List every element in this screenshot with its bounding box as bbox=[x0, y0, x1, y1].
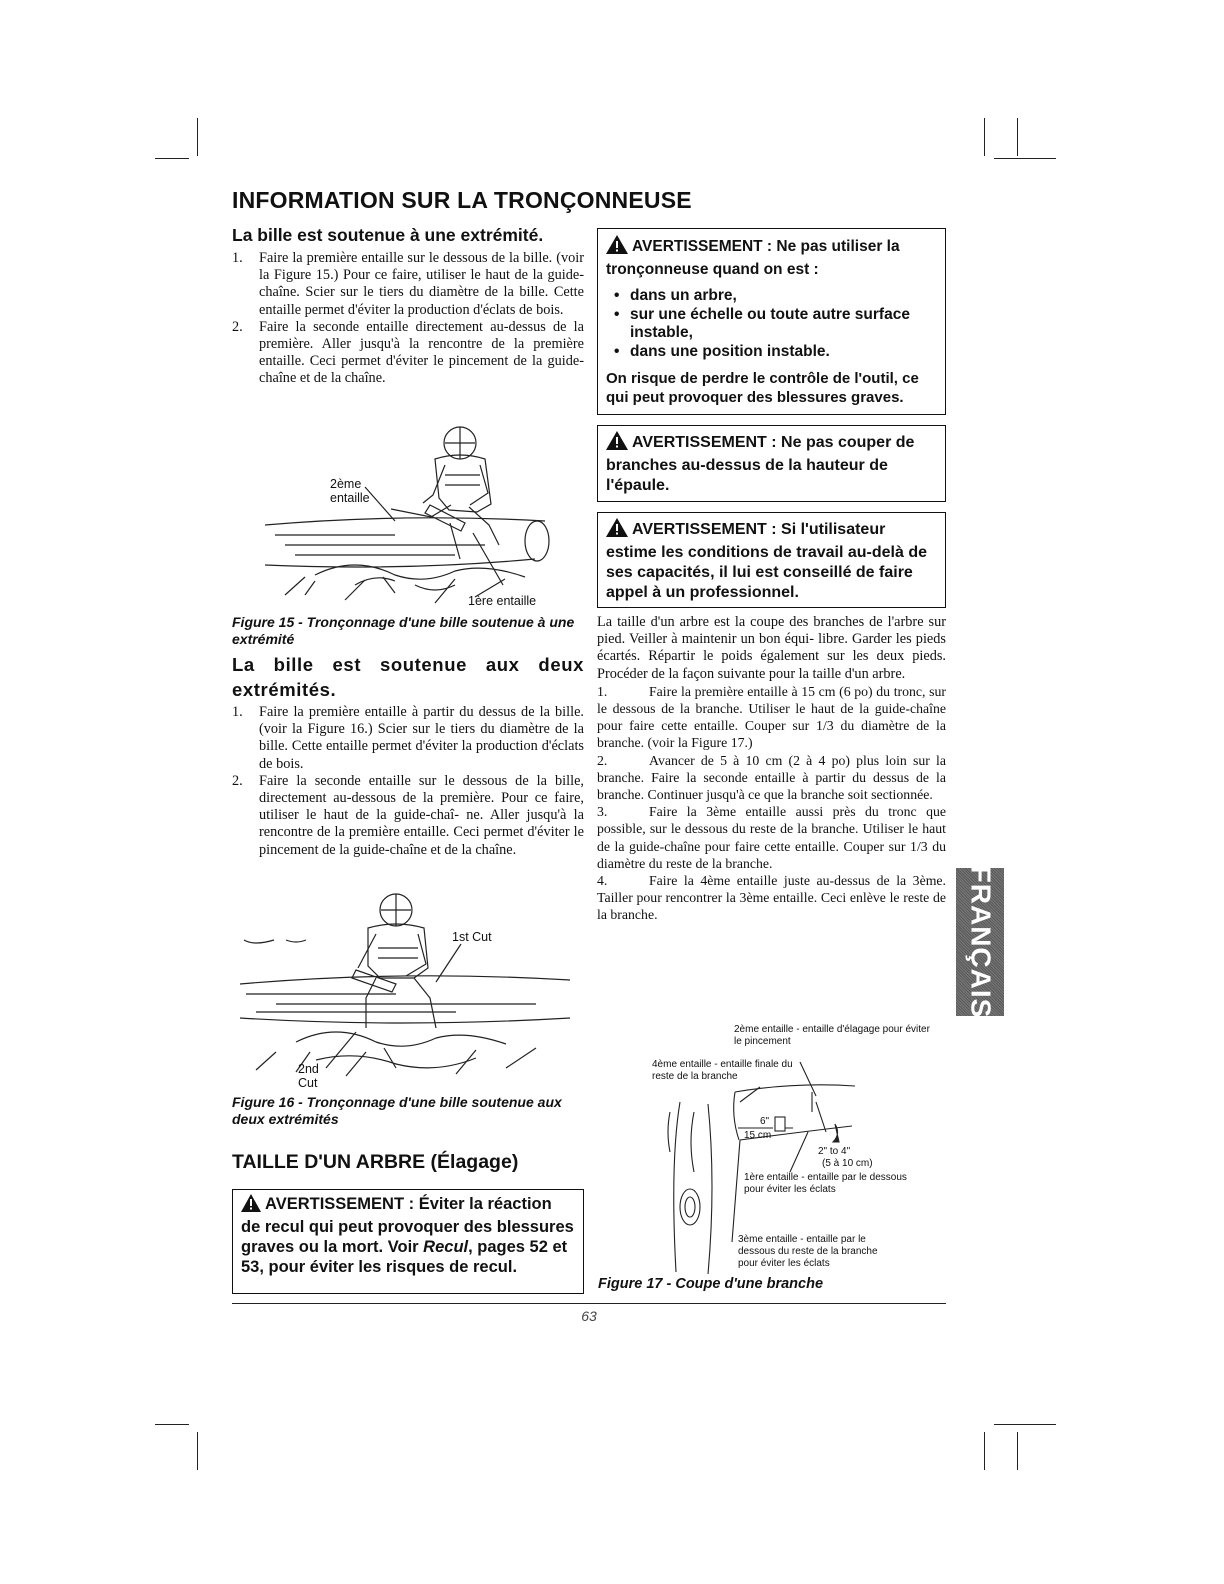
warning-icon bbox=[241, 1194, 261, 1217]
figure-16-label-first: 1st Cut bbox=[452, 930, 492, 944]
crop-mark bbox=[155, 158, 189, 159]
crop-mark bbox=[197, 1432, 198, 1470]
list-item: 4. Faire la 4ème entaille juste au-dessus de la 3ème. Tailler pour rencontrer la 3ème entaille. Ceci enlève le reste de la branche. bbox=[597, 873, 946, 923]
list-item: 1. Faire la première entaille à partir du dessus de la bille. (voir la Figure 16.) Scier sur le tiers du diamètre de la bille. Cette entaille permet d'éviter la production d'éclats de bois. bbox=[232, 704, 584, 772]
warning-icon bbox=[606, 235, 628, 260]
language-tab: FRANÇAIS bbox=[956, 868, 1004, 1016]
left-column bbox=[232, 224, 584, 388]
page-number: 63 bbox=[581, 1308, 597, 1324]
list-item: 1. Faire la première entaille à 15 cm (6 po) du tronc, sur le dessous de la branche. Utiliser le haut de la guide-chaîne pour faire cette entaille. Couper sur 1/3 du diamètre de la branche. (voir la Figure 17.) bbox=[597, 683, 946, 751]
pruning-intro: La taille d'un arbre est la coupe des branches de l'arbre sur pied. Veiller à maintenir un bon équi- libre. Garder les pieds écartés. Répartir le poids également sur les deux pieds. Procéder de la façon suivante pour la taille d'un arbre. bbox=[597, 614, 946, 682]
figure-16-caption: Figure 16 - Tronçonnage d'une bille soutenue aux deux extrémités bbox=[232, 1094, 562, 1127]
list-item: • dans une position instable. bbox=[614, 342, 830, 360]
figure-17-label-fiveten: (5 à 10 cm) bbox=[822, 1158, 873, 1169]
figure-16-label-second: 2nd Cut bbox=[298, 1062, 319, 1090]
figure-17 bbox=[640, 1022, 940, 1277]
figure-17-caption: Figure 17 - Coupe d'une branche bbox=[598, 1276, 824, 1292]
figure-17-label-twofour: 2" to 4" bbox=[818, 1146, 851, 1157]
figure-17-label-fourth: 4ème entaille - entaille finale du reste de la branche bbox=[652, 1059, 793, 1082]
figure-17-label-third: 3ème entaille - entaille par le dessous du reste de la branche pour éviter les éclats bbox=[738, 1234, 878, 1269]
list-item: 3. Faire la 3ème entaille aussi près du tronc que possible, sur le dessous du reste de la branche. Utiliser le haut de la guide-chaîne pour faire cette entaille. Couper sur 1/3 du diamètre du reste de la branche. bbox=[597, 804, 946, 871]
warning-icon bbox=[606, 518, 628, 543]
figure-16 bbox=[236, 892, 576, 1092]
footer-rule bbox=[232, 1303, 946, 1304]
crop-mark bbox=[984, 118, 985, 156]
warning-kickback: AVERTISSEMENT : Éviter la réaction de recul qui peut provoquer des blessures graves ou la mort. Voir Recul, pages 52 et 53, pour éviter les risques de recul. bbox=[232, 1189, 584, 1294]
pruning-text bbox=[597, 614, 946, 924]
crop-mark bbox=[155, 1424, 189, 1425]
figure-15-label-first: 1ère entaille bbox=[468, 594, 537, 608]
section3-heading: TAILLE D'UN ARBRE (Élagage) bbox=[232, 1151, 519, 1173]
warning-icon bbox=[606, 431, 628, 456]
pruning-steps bbox=[597, 683, 946, 924]
log-cut-illustration bbox=[255, 425, 575, 610]
warning-shoulder-height: AVERTISSEMENT : Ne pas couper de branches au-dessus de la hauteur de l'épaule. bbox=[597, 425, 946, 502]
list-item: • dans un arbre, bbox=[614, 287, 737, 304]
crop-mark bbox=[994, 158, 1056, 159]
figure-17-label-second: 2ème entaille - entaille d'élagage pour éviter le pincement bbox=[734, 1024, 930, 1047]
list-item: • sur une échelle ou toute autre surface instable, bbox=[614, 305, 910, 341]
warning-professional: AVERTISSEMENT : Si l'utilisateur estime les conditions de travail au-delà de ses capacités, il lui est conseillé de faire appel à un professionnel. bbox=[597, 512, 946, 608]
log-cut-illustration bbox=[236, 892, 576, 1092]
section2-heading: La bille est soutenue aux deux extrémités. bbox=[232, 654, 584, 700]
figure-15-caption: Figure 15 - Tronçonnage d'une bille soutenue à une extrémité bbox=[232, 614, 575, 647]
crop-mark bbox=[994, 1424, 1056, 1425]
list-item: 2. Avancer de 5 à 10 cm (2 à 4 po) plus loin sur la branche. Faire la seconde entaille à partir du dessus de la branche. Continuer jusqu'à ce que la branche soit sectionnée. bbox=[597, 752, 946, 803]
list-item: 2. Faire la seconde entaille sur le dessous de la bille, directement au-dessous de la première. Pour ce faire, utiliser le haut de la guide-chaî- ne. Aller jusqu'à la rencontre de la première entaille. Ceci permet d'éviter le pincement de la guide-chaîne et de la chaîne. bbox=[232, 772, 584, 858]
warning-footer: On risque de perdre le contrôle de l'outil, ce qui peut provoquer des blessures graves. bbox=[606, 370, 919, 406]
warning-tree-use: AVERTISSEMENT : Ne pas utiliser la tronçonneuse quand on est : • dans un arbre, • sur une échelle ou toute autre surface instable, • dans une position instable. On risque de perdre le contrôle de l'outil, ce qui peut provoquer des blessures graves. bbox=[597, 228, 946, 415]
crop-mark bbox=[984, 1432, 985, 1470]
crop-mark bbox=[197, 118, 198, 156]
crop-mark bbox=[1017, 118, 1018, 156]
figure-17-label-six: 6" bbox=[760, 1116, 770, 1127]
section2 bbox=[232, 652, 584, 859]
figure-17-label-fifteen: 15 cm bbox=[744, 1130, 772, 1141]
list-item: 2. Faire la seconde entaille directement au-dessus de la première. Aller jusqu'à la rencontre de la première entaille. Ceci permet d'éviter le pincement de la guide-chaîne et de la chaîne. bbox=[232, 318, 584, 387]
section2-steps bbox=[232, 704, 584, 859]
page-title: INFORMATION SUR LA TRONÇONNEUSE bbox=[232, 187, 692, 213]
crop-mark bbox=[1017, 1432, 1018, 1470]
figure-17-label-first: 1ère entaille - entaille par le dessous pour éviter les éclats bbox=[744, 1172, 907, 1195]
figure-15 bbox=[255, 425, 575, 610]
section1-heading: La bille est soutenue à une extrémité. bbox=[232, 225, 544, 245]
section1-steps bbox=[232, 250, 584, 388]
list-item: 1. Faire la première entaille sur le dessous de la bille. (voir la Figure 15.) Pour ce faire, utiliser le haut de la guide-chaîne. Scier sur le tiers du diamètre de la bille. Cette entaille permet d'éviter la production d'éclats de bois. bbox=[232, 250, 584, 318]
figure-15-label-second: 2ème entaille bbox=[330, 477, 370, 505]
